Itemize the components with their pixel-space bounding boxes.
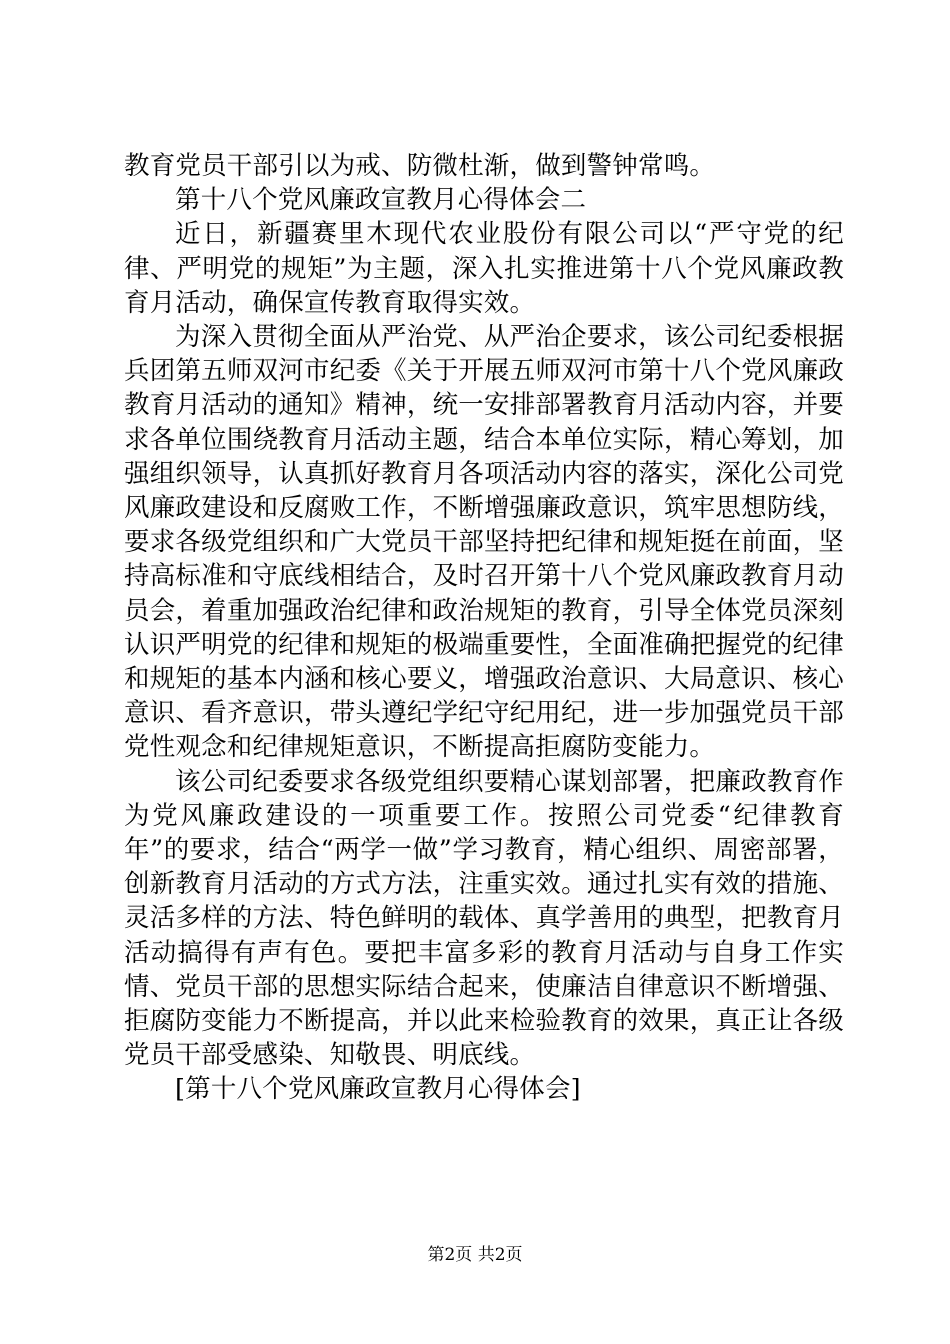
section-title: 第十八个党风廉政宣教月心得体会二 <box>175 185 587 216</box>
page-footer: 第2页 共2页 <box>427 1245 523 1265</box>
paragraph: 该公司纪委要求各级党组织要精心谋划部署，把廉政教育作为党风廉政建设的一项重要工作。按照公司党委“纪律教育年”的要求，结合“两学一做”学习教育，精心组织、周密部署，创新教育月活动的方式方法，注重实效。通过扎实有效的措施、灵活多样的方法、特色鲜明的载体、真学善用的典型，把教育月活动搞得有声有色。要把丰富多彩的教育月活动与自身工作实情、党员干部的思想实际结合起来，使廉洁自律意识不断增强、拒腐防变能力不断提高，并以此来检验教育的效果，真正让各级党员干部受感染、知敬畏、明底线。 <box>124 766 844 1071</box>
paragraph-continuation: 教育党员干部引以为戒、防微杜渐，做到警钟常鸣。 <box>124 151 716 181</box>
paragraph: 为深入贯彻全面从严治党、从严治企要求，该公司纪委根据兵团第五师双河市纪委《关于开展五师双河市第十八个党风廉政教育月活动的通知》精神，统一安排部署教育月活动内容，并要求各单位围绕教育月活动主题，结合本单位实际，精心筹划，加强组织领导，认真抓好教育月各项活动内容的落实，深化公司党风廉政建设和反腐败工作，不断增强廉政意识，筑牢思想防线，要求各级党组织和广大党员干部坚持把纪律和规矩挺在前面，坚持高标准和守底线相结合，及时召开第十八个党风廉政教育月动员会，着重加强政治纪律和政治规矩的教育，引导全体党员深刻认识严明党的纪律和规矩的极端重要性，全面准确把握党的纪律和规矩的基本内涵和核心要义，增强政治意识、大局意识、核心意识、看齐意识，带头遵纪学纪守纪用纪，进一步加强党员干部党性观念和纪律规矩意识，不断提高拒腐防变能力。 <box>124 322 844 763</box>
document-body <box>124 149 844 1107</box>
closing-tag: [第十八个党风廉政宣教月心得体会] <box>175 1074 581 1105</box>
paragraph: 近日，新疆赛里木现代农业股份有限公司以“严守党的纪律、严明党的规矩”为主题，深入扎实推进第十八个党风廉政教育月活动，确保宣传教育取得实效。 <box>124 219 844 318</box>
